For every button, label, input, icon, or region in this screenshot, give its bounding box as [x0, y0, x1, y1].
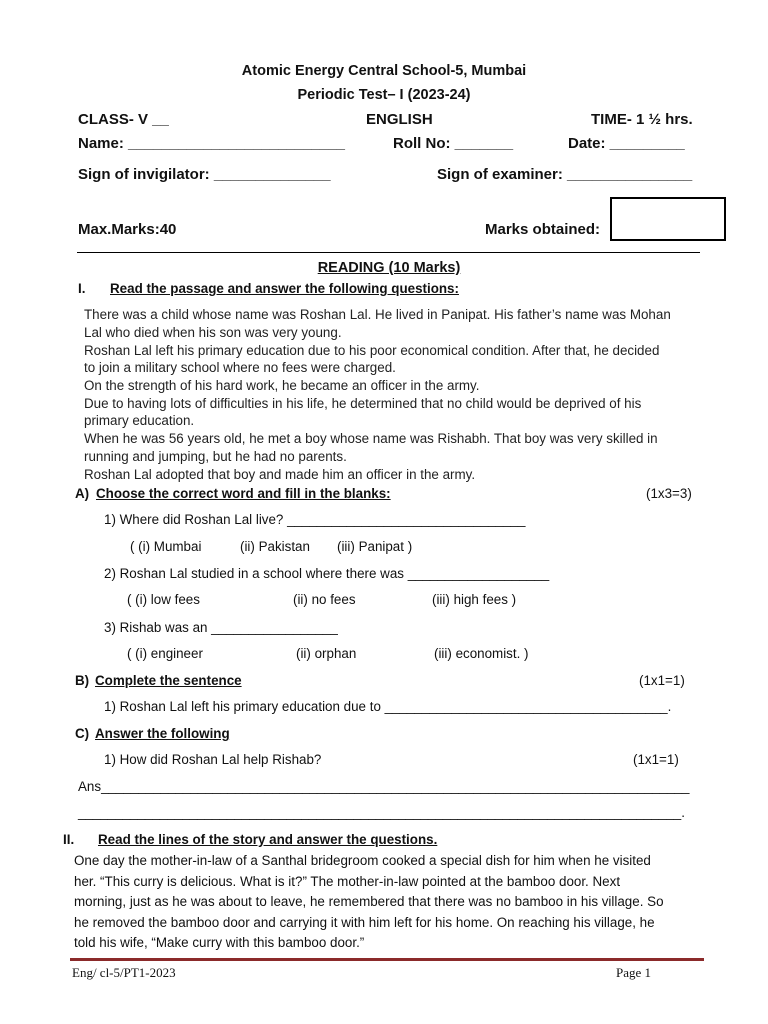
partA-marks: (1x3=3) — [646, 486, 692, 501]
story-line: her. “This curry is delicious. What is it?” The mother-in-law pointed at the bamboo door. Next — [74, 874, 621, 889]
option: ( (i) engineer — [127, 646, 203, 661]
test-name: Periodic Test– I (2023-24) — [297, 87, 471, 103]
story-line: One day the mother-in-law of a Santhal bridegroom cooked a special dish for him when he visited — [74, 853, 651, 868]
section2-instruction: Read the lines of the story and answer the questions. — [98, 832, 438, 847]
question-a3: 3) Rishab was an _________________ — [104, 620, 338, 635]
page-number: Page 1 — [616, 965, 652, 980]
subject-label: ENGLISH — [366, 111, 433, 128]
partA-instruction: Choose the correct word and fill in the blanks: — [96, 486, 391, 501]
invigilator-sign-field: Sign of invigilator: ______________ — [78, 166, 331, 183]
passage-line: Roshan Lal adopted that boy and made him an officer in the army. — [84, 467, 476, 482]
section2-number: II. — [63, 832, 75, 847]
passage-line: There was a child whose name was Roshan Lal. He lived in Panipat. His father’s name was Mohan — [84, 307, 671, 322]
option: ( (i) Mumbai — [130, 539, 202, 554]
partC-label: C) — [75, 726, 90, 741]
reading-title: READING (10 Marks) — [317, 260, 461, 276]
option: (ii) orphan — [296, 646, 357, 661]
passage-line: to join a military school where no fees were charged. — [84, 360, 396, 375]
story-line: morning, just as he was about to leave, he remembered that there was no bamboo in his village. So — [74, 894, 664, 909]
class-field: CLASS- V __ — [78, 111, 169, 128]
passage-line: When he was 56 years old, he met a boy whose name was Rishabh. That boy was very skilled in — [84, 431, 658, 446]
question-b1: 1) Roshan Lal left his primary education due to ______________________________________. — [104, 699, 672, 714]
option: (ii) Pakistan — [240, 539, 310, 554]
date-field: Date: _________ — [568, 135, 685, 152]
partB-marks: (1x1=1) — [639, 673, 685, 688]
story-line: told his wife, “Make curry with this bamboo door.” — [74, 935, 365, 950]
partC-instruction: Answer the following — [95, 726, 230, 741]
passage-line: running and jumping, but he had no parents. — [84, 449, 347, 464]
question-a2: 2) Roshan Lal studied in a school where there was ___________________ — [104, 566, 550, 581]
partA-label: A) — [75, 486, 90, 501]
passage-line: Due to having lots of difficulties in his life, he determined that no child would be deprived of his — [84, 396, 642, 411]
passage-line: primary education. — [84, 413, 195, 428]
marks-obtained-box — [610, 197, 726, 241]
partB-instruction: Complete the sentence — [95, 673, 242, 688]
time-label: TIME- 1 ½ hrs. — [591, 111, 693, 128]
question-c1: 1) How did Roshan Lal help Rishab? — [104, 752, 322, 767]
answer-line: _________________________________________________________________________________. — [78, 805, 685, 820]
examiner-sign-field: Sign of examiner: _______________ — [437, 166, 693, 183]
passage-line: Roshan Lal left his primary education due to his poor economical condition. After that, he decided — [84, 343, 660, 358]
section1-number: I. — [78, 281, 86, 296]
option: (iii) economist. ) — [434, 646, 529, 661]
passage-line: Lal who died when his son was very young. — [84, 325, 342, 340]
option: (iii) Panipat ) — [337, 539, 413, 554]
question-a1: 1) Where did Roshan Lal live? ________________________________ — [104, 512, 526, 527]
story-line: he removed the bamboo door and carrying it with him left for his home. On reaching his village, he — [74, 915, 655, 930]
partC-marks: (1x1=1) — [633, 752, 679, 767]
passage-line: On the strength of his hard work, he became an officer in the army. — [84, 378, 480, 393]
school-name: Atomic Energy Central School-5, Mumbai — [241, 63, 527, 79]
partB-label: B) — [75, 673, 90, 688]
option: (ii) no fees — [293, 592, 356, 607]
max-marks: Max.Marks:40 — [78, 221, 177, 238]
header-divider — [77, 252, 700, 253]
name-field: Name: __________________________ — [78, 135, 345, 152]
roll-field: Roll No: _______ — [393, 135, 514, 152]
section1-instruction: Read the passage and answer the following questions: — [110, 281, 459, 296]
option: ( (i) low fees — [127, 592, 200, 607]
footer-divider — [70, 958, 704, 961]
marks-obtained-label: Marks obtained: — [485, 221, 601, 238]
answer-line: Ans_______________________________________________________________________________ — [78, 779, 690, 794]
footer-code: Eng/ cl-5/PT1-2023 — [72, 965, 176, 980]
option: (iii) high fees ) — [432, 592, 517, 607]
